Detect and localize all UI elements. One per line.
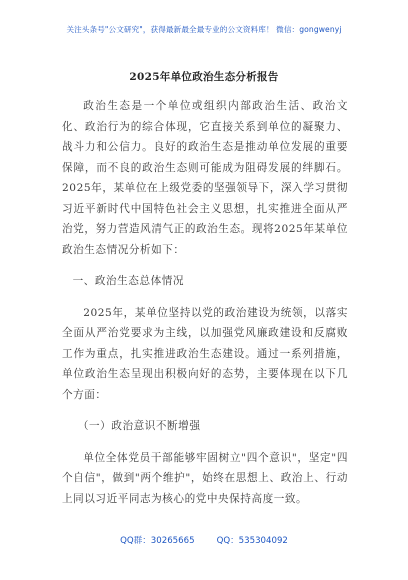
section-heading: 一、政治生态总体情况 (72, 275, 185, 287)
header-note: 关注头条号"公文研究"，获得最新最全最专业的公文资料库！ 微信：gongwenyj (66, 25, 342, 34)
section-paragraph: 2025年，某单位坚持以党的政治建设为统领，以落实全面从严治党要求为主线，以加强党风廉政建设和反腐败工作为重点，扎实推进政治生态建设。通过一系列措施，单位政治生态呈现出积极向好的态势，主要体现在以下几个方面： (62, 306, 348, 401)
qq-text: QQ：535304092 (216, 536, 288, 546)
subsection-heading: （一）政治意识不断增强 (77, 420, 201, 432)
subsection-paragraph: 单位全体党员干部能够牢固树立"四个意识"，坚定"四个自信"，做到"两个维护"，始终在思想上、政治上、行动上同以习近平同志为核心的党中央保持高度一致。 (62, 451, 348, 505)
intro-paragraph: 政治生态是一个单位或组织内部政治生活、政治文化、政治行为的综合体现，它直接关系到单位的凝聚力、战斗力和公信力。良好的政治生态是推动单位发展的重要保障，而不良的政治生态则可能成为阻碍发展的绊脚石。2025年，某单位在上级党委的坚强领导下，深入学习贯彻习近平新时代中国特色社会主义思想，扎实推进全面从严治党，努力营造风清气正的政治生态。现将2025年某单位政治生态情况分析如下： (62, 100, 348, 256)
footer-contact (0, 534, 408, 546)
qq-group-text: QQ群：30265665 (120, 536, 195, 546)
document-title: 2025年单位政治生态分析报告 (129, 71, 279, 83)
document-body (62, 96, 348, 509)
